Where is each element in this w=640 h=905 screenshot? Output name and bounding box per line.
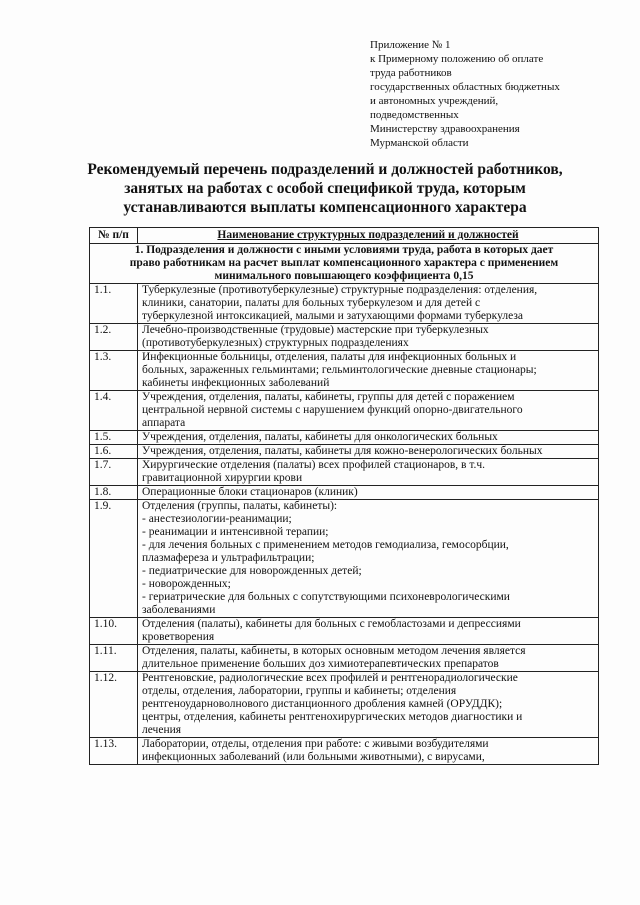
section-row — [90, 244, 599, 284]
table-row — [90, 738, 599, 765]
table-row — [90, 391, 599, 431]
row-number: 1.11. — [90, 645, 138, 672]
row-text — [138, 618, 599, 645]
row-text-line: (противотуберкулезных) структурных подразделениях — [142, 337, 409, 349]
row-text — [138, 391, 599, 431]
row-text-line: Отделения (палаты), кабинеты для больных с гемобластозами и депрессиями — [142, 618, 521, 630]
row-number: 1.5. — [90, 431, 138, 445]
appendix-line: Министерству здравоохранения — [370, 123, 520, 135]
row-text-line: - для лечения больных с применением методов гемодиализа, гемосорбции, — [142, 539, 509, 551]
table-row — [90, 459, 599, 486]
table-row — [90, 645, 599, 672]
row-text-line: - анестезиологии-реанимации; — [142, 513, 292, 525]
title-line: устанавливаются выплаты компенсационного характера — [123, 199, 527, 216]
title-line: занятых на работах с особой спецификой труда, которым — [124, 180, 526, 197]
row-text-line: отделы, отделения, лаборатории, группы и кабинеты; отделения — [142, 685, 457, 697]
row-text-line: Учреждения, отделения, палаты, кабинеты для кожно-венерологических больных — [142, 445, 543, 457]
table-row — [90, 500, 599, 618]
row-number: 1.3. — [90, 351, 138, 391]
row-number: 1.9. — [90, 500, 138, 618]
row-text-line: лечения — [142, 724, 182, 736]
row-text-line: - педиатрические для новорожденных детей; — [142, 565, 362, 577]
appendix-line: и автономных учреждений, — [370, 95, 499, 107]
section-line: 1. Подразделения и должности с иными условиями труда, работа в которых дает — [134, 244, 554, 256]
row-text — [138, 486, 599, 500]
row-text-line: Хирургические отделения (палаты) всех профилей стационаров, в т.ч. — [142, 459, 486, 471]
row-text — [138, 324, 599, 351]
row-text — [138, 645, 599, 672]
row-text-line: рентгеноударноволнового дистанционного дробления камней (ОРУДДК); — [142, 698, 503, 710]
appendix-line: к Примерному положению об оплате — [370, 53, 544, 65]
row-number: 1.12. — [90, 672, 138, 738]
appendix-note — [370, 38, 620, 150]
row-text-line: инфекционных заболеваний (или больными животными), с вирусами, — [142, 751, 485, 763]
row-text-line: Операционные блоки стационаров (клиник) — [142, 486, 358, 498]
row-text-line: заболеваниями — [142, 604, 216, 616]
row-number: 1.13. — [90, 738, 138, 765]
table-row — [90, 431, 599, 445]
document-title — [84, 160, 566, 217]
table-row — [90, 618, 599, 645]
row-text-line: Отделения (группы, палаты, кабинеты): — [142, 500, 338, 512]
positions-table — [89, 227, 599, 765]
row-text-line: Инфекционные больницы, отделения, палаты для инфекционных больных и — [142, 351, 517, 363]
table-row — [90, 324, 599, 351]
row-text — [138, 672, 599, 738]
table-row — [90, 351, 599, 391]
row-text-line: больных, зараженных гельминтами; гельминтологические дневные стационары; — [142, 364, 537, 376]
row-number: 1.1. — [90, 284, 138, 324]
row-number: 1.6. — [90, 445, 138, 459]
appendix-line: Приложение № 1 — [370, 39, 451, 51]
table-header-row — [90, 228, 599, 244]
row-text-line: Лаборатории, отделы, отделения при работе: с живыми возбудителями — [142, 738, 489, 750]
section-line: минимального повышающего коэффициента 0,15 — [214, 270, 474, 282]
row-text — [138, 500, 599, 618]
row-text-line: центры, отделения, кабинеты рентгенохирургических методов диагностики и — [142, 711, 523, 723]
row-text-line: клиники, санатории, палаты для больных туберкулезом и для детей с — [142, 297, 481, 309]
row-text-line: туберкулезной интоксикацией, малыми и затухающими формами туберкулеза — [142, 310, 523, 322]
row-text-line: - новорожденных; — [142, 578, 231, 590]
row-text — [138, 445, 599, 459]
row-text-line: Туберкулезные (противотуберкулезные) структурные подразделения: отделения, — [142, 284, 538, 296]
row-text-line: Рентгеновские, радиологические всех профилей и рентгенорадиологические — [142, 672, 518, 684]
appendix-line: Мурманской области — [370, 137, 469, 149]
row-text-line: кроветворения — [142, 631, 215, 643]
row-text-line: - реанимации и интенсивной терапии; — [142, 526, 329, 538]
appendix-line: труда работников — [370, 67, 452, 79]
row-text-line: плазмафереза и ультрафильтрации; — [142, 552, 315, 564]
row-text-line: центральной нервной системы с нарушением функций опорно-двигательного — [142, 404, 523, 416]
row-number: 1.10. — [90, 618, 138, 645]
row-number: 1.7. — [90, 459, 138, 486]
section-line: право работникам на расчет выплат компенсационного характера с применением — [129, 257, 559, 269]
row-text-line: кабинеты инфекционных заболеваний — [142, 377, 330, 389]
row-text-line: гравитационной хирургии крови — [142, 472, 303, 484]
row-text — [138, 351, 599, 391]
title-line: Рекомендуемый перечень подразделений и должностей работников, — [87, 161, 563, 178]
appendix-line: государственных областных бюджетных — [370, 81, 560, 93]
table-row — [90, 672, 599, 738]
row-text — [138, 431, 599, 445]
row-text-line: аппарата — [142, 417, 186, 429]
row-text-line: Учреждения, отделения, палаты, кабинеты для онкологических больных — [142, 431, 498, 443]
row-text-line: - гериатрические для больных с сопутствующими психоневрологическими — [142, 591, 510, 603]
table-row — [90, 284, 599, 324]
row-text-line: Лечебно-производственные (трудовые) мастерские при туберкулезных — [142, 324, 489, 336]
row-text-line: длительное применение больших доз химиотерапевтических препаратов — [142, 658, 499, 670]
section-heading — [90, 244, 599, 284]
row-number: 1.8. — [90, 486, 138, 500]
row-text — [138, 284, 599, 324]
header-number: № п/п — [90, 228, 138, 244]
row-text — [138, 459, 599, 486]
row-text-line: Учреждения, отделения, палаты, кабинеты, группы для детей с поражением — [142, 391, 515, 403]
table-row — [90, 486, 599, 500]
header-name: Наименование структурных подразделений и должностей — [138, 228, 599, 244]
row-text-line: Отделения, палаты, кабинеты, в которых основным методом лечения является — [142, 645, 526, 657]
table-row — [90, 445, 599, 459]
appendix-line: подведомственных — [370, 109, 459, 121]
row-number: 1.4. — [90, 391, 138, 431]
row-number: 1.2. — [90, 324, 138, 351]
row-text — [138, 738, 599, 765]
